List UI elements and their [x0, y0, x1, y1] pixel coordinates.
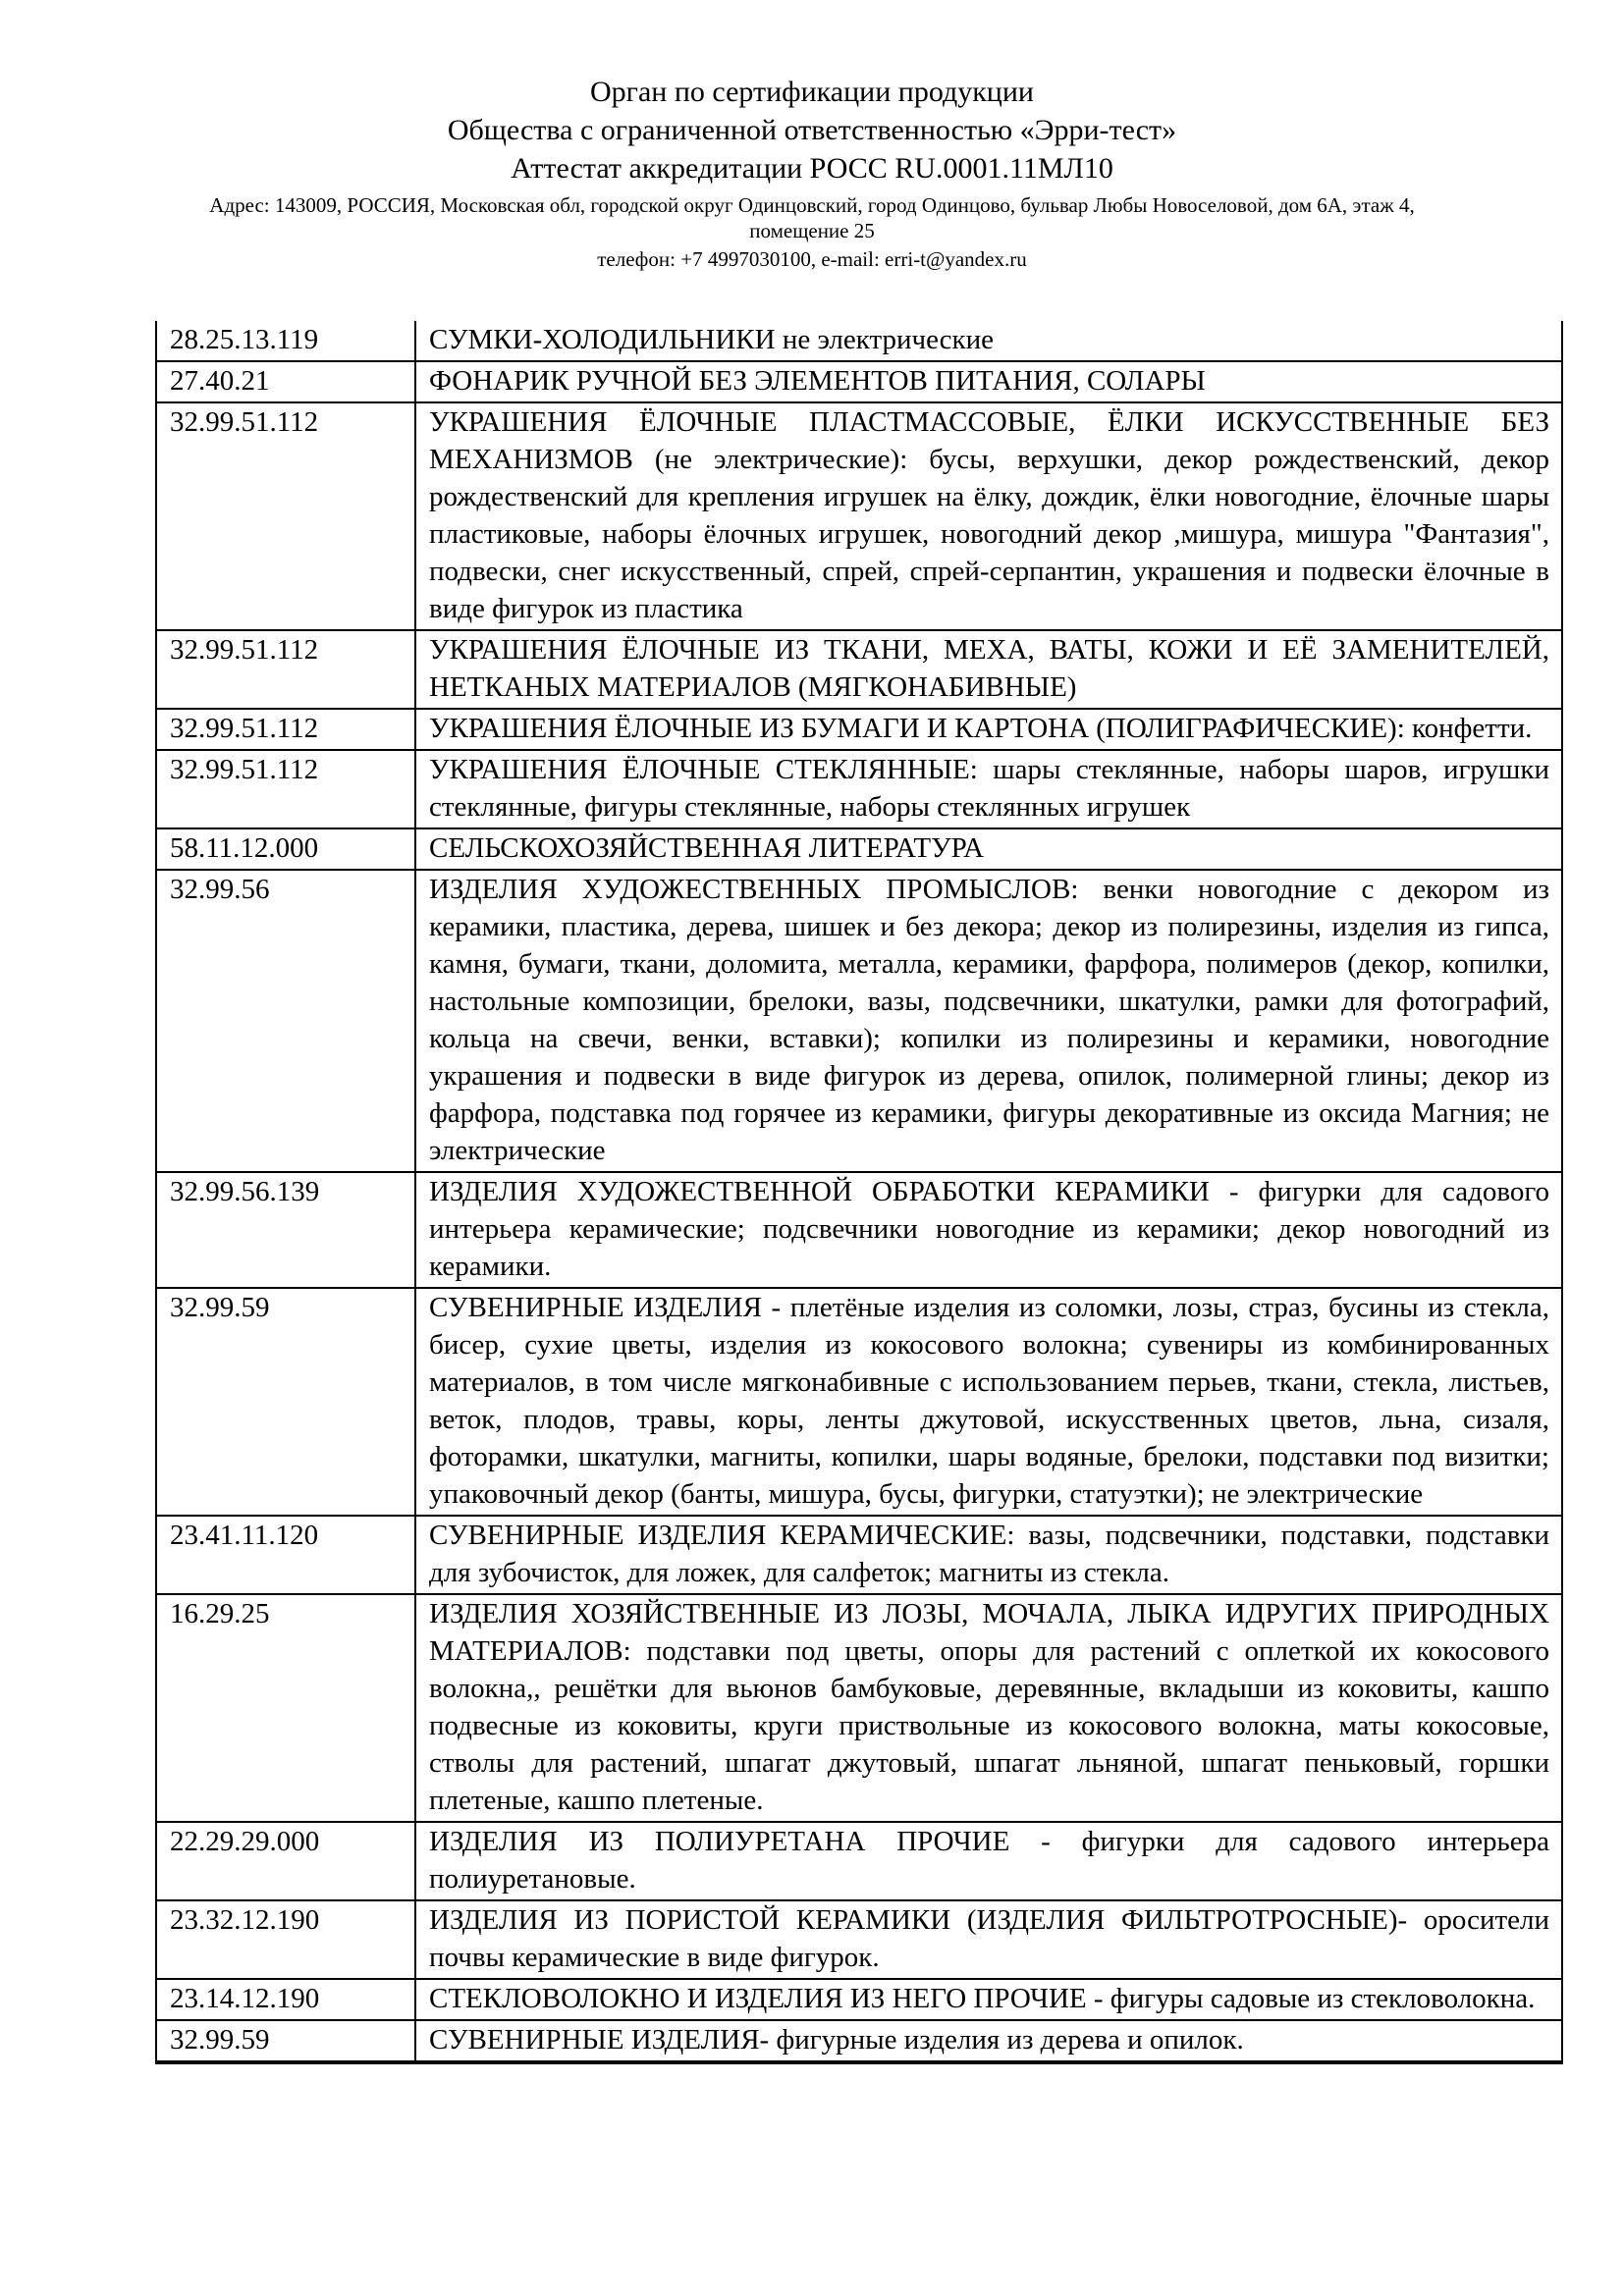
table-row [156, 750, 1562, 828]
description-cell: ИЗДЕЛИЯ ИЗ ПОРИСТОЙ КЕРАМИКИ (ИЗДЕЛИЯ ФИЛЬТРОТРОСНЫЕ)- оросители почвы керамические в виде фигурок. [415, 1900, 1562, 1979]
table-row [156, 1288, 1562, 1516]
table-row [156, 870, 1562, 1172]
description-cell: ФОНАРИК РУЧНОЙ БЕЗ ЭЛЕМЕНТОВ ПИТАНИЯ, СОЛАРЫ [415, 361, 1562, 402]
code-cell: 23.32.12.190 [156, 1900, 415, 1979]
address-line-1: Адрес: 143009, РОССИЯ, Московская обл, городской округ Одинцовский, город Одинцово, бульвар Любы Новоселовой, дом 6А, этаж 4, [209, 193, 1415, 217]
org-title-line-1: Орган по сертификации продукции [590, 76, 1034, 108]
document-header [0, 0, 1624, 272]
code-cell: 32.99.51.112 [156, 709, 415, 750]
description-cell: СУВЕНИРНЫЕ ИЗДЕЛИЯ КЕРАМИЧЕСКИЕ: вазы, подсвечники, подставки, подставки для зубочисток, для ложек, для салфеток; магниты из стекла. [415, 1516, 1562, 1594]
code-cell: 32.99.56.139 [156, 1172, 415, 1288]
table-row [156, 1516, 1562, 1594]
product-codes-table [155, 321, 1563, 2064]
table-row [156, 361, 1562, 402]
code-cell: 27.40.21 [156, 361, 415, 402]
table-row [156, 1822, 1562, 1900]
code-cell: 22.29.29.000 [156, 1822, 415, 1900]
code-cell: 32.99.59 [156, 2020, 415, 2062]
description-cell: СУМКИ-ХОЛОДИЛЬНИКИ не электрические [415, 321, 1562, 361]
table-row [156, 1900, 1562, 1979]
code-cell: 32.99.51.112 [156, 750, 415, 828]
code-cell: 32.99.59 [156, 1288, 415, 1516]
description-cell: УКРАШЕНИЯ ЁЛОЧНЫЕ ИЗ ТКАНИ, МЕХА, ВАТЫ, КОЖИ И ЕЁ ЗАМЕНИТЕЛЕЙ, НЕТКАНЫХ МАТЕРИАЛОВ (МЯГКОНАБИВНЫЕ) [415, 630, 1562, 709]
table-row [156, 1594, 1562, 1822]
table-row [156, 630, 1562, 709]
description-cell: УКРАШЕНИЯ ЁЛОЧНЫЕ ИЗ БУМАГИ И КАРТОНА (ПОЛИГРАФИЧЕСКИЕ): конфетти. [415, 709, 1562, 750]
code-cell: 23.14.12.190 [156, 1979, 415, 2020]
description-cell: ИЗДЕЛИЯ ИЗ ПОЛИУРЕТАНА ПРОЧИЕ - фигурки для садового интерьера полиуретановые. [415, 1822, 1562, 1900]
table-row [156, 2020, 1562, 2062]
table-row [156, 321, 1562, 361]
description-cell: ИЗДЕЛИЯ ХУДОЖЕСТВЕННОЙ ОБРАБОТКИ КЕРАМИКИ - фигурки для садового интерьера керамические; подсвечники новогодние из керамики; декор новогодний из керамики. [415, 1172, 1562, 1288]
address-line-2: помещение 25 [749, 219, 875, 242]
description-cell: СУВЕНИРНЫЕ ИЗДЕЛИЯ- фигурные изделия из дерева и опилок. [415, 2020, 1562, 2062]
table-row [156, 1979, 1562, 2020]
description-cell: УКРАШЕНИЯ ЁЛОЧНЫЕ ПЛАСТМАССОВЫЕ, ЁЛКИ ИСКУССТВЕННЫЕ БЕЗ МЕХАНИЗМОВ (не электрические): бусы, верхушки, декор рождественский, декор рождественский для крепления игрушек на ёлку, дождик, ёлки новогодние, ёлочные шары пластиковые, наборы ёлочных игрушек, новогодний декор ,мишура, мишура "Фантазия", подвески, снег искусственный, спрей, спрей-серпантин, украшения и подвески ёлочные в виде фигурок из пластика [415, 402, 1562, 630]
code-cell: 32.99.51.112 [156, 402, 415, 630]
org-title-line-2: Общества с ограниченной ответственностью «Эрри-тест» [447, 114, 1177, 146]
table-row [156, 709, 1562, 750]
table-row [156, 1172, 1562, 1288]
description-cell: СЕЛЬСКОХОЗЯЙСТВЕННАЯ ЛИТЕРАТУРА [415, 828, 1562, 870]
description-cell: СТЕКЛОВОЛОКНО И ИЗДЕЛИЯ ИЗ НЕГО ПРОЧИЕ - фигуры садовые из стекловолокна. [415, 1979, 1562, 2020]
address-block [0, 192, 1624, 272]
accreditation-line: Аттестат аккредитации РОСС RU.0001.11МЛ10 [511, 152, 1113, 185]
description-cell: ИЗДЕЛИЯ ХУДОЖЕСТВЕННЫХ ПРОМЫСЛОВ: венки новогодние с декором из керамики, пластика, дерева, шишек и без декора; декор из полирезины, изделия из гипса, камня, бумаги, ткани, доломита, металла, керамики, фарфора, полимеров (декор, копилки, настольные композиции, брелоки, вазы, подсвечники, шкатулки, рамки для фотографий, кольца на свечи, венки, вставки); копилки из полирезины и керамики, новогодние украшения и подвески в виде фигурок из дерева, опилок, полимерной глины; декор из фарфора, подставка под горячее из керамики, фигуры декоративные из оксида Магния; не электрические [415, 870, 1562, 1172]
code-cell: 32.99.56 [156, 870, 415, 1172]
phone-email-line: телефон: +7 4997030100, e-mail: erri-t@yandex.ru [597, 247, 1027, 271]
code-cell: 16.29.25 [156, 1594, 415, 1822]
table-row [156, 828, 1562, 870]
code-cell: 23.41.11.120 [156, 1516, 415, 1594]
description-cell: УКРАШЕНИЯ ЁЛОЧНЫЕ СТЕКЛЯННЫЕ: шары стеклянные, наборы шаров, игрушки стеклянные, фигуры стеклянные, наборы стеклянных игрушек [415, 750, 1562, 828]
description-cell: СУВЕНИРНЫЕ ИЗДЕЛИЯ - плетёные изделия из соломки, лозы, страз, бусины из стекла, бисер, сухие цветы, изделия из кокосового волокна; сувениры из комбинированных материалов, в том числе мягконабивные с использованием перьев, ткани, стекла, листьев, веток, плодов, травы, коры, ленты джутовой, искусственных цветов, льна, сизаля, фоторамки, шкатулки, магниты, копилки, шары водяные, брелоки, подставки под визитки; упаковочный декор (банты, мишура, бусы, фигурки, статуэтки); не электрические [415, 1288, 1562, 1516]
table-row [156, 402, 1562, 630]
code-cell: 58.11.12.000 [156, 828, 415, 870]
description-cell: ИЗДЕЛИЯ ХОЗЯЙСТВЕННЫЕ ИЗ ЛОЗЫ, МОЧАЛА, ЛЫКА ИДРУГИХ ПРИРОДНЫХ МАТЕРИАЛОВ: подставки под цветы, опоры для растений с оплеткой их кокосового волокна,, решётки для вьюнов бамбуковые, деревянные, вкладыши из коковиты, кашпо подвесные из коковиты, круги приствольные из кокосового волокна, маты кокосовые, стволы для растений, шпагат джутовый, шпагат льняной, шпагат пеньковый, горшки плетеные, кашпо плетеные. [415, 1594, 1562, 1822]
code-cell: 28.25.13.119 [156, 321, 415, 361]
code-cell: 32.99.51.112 [156, 630, 415, 709]
